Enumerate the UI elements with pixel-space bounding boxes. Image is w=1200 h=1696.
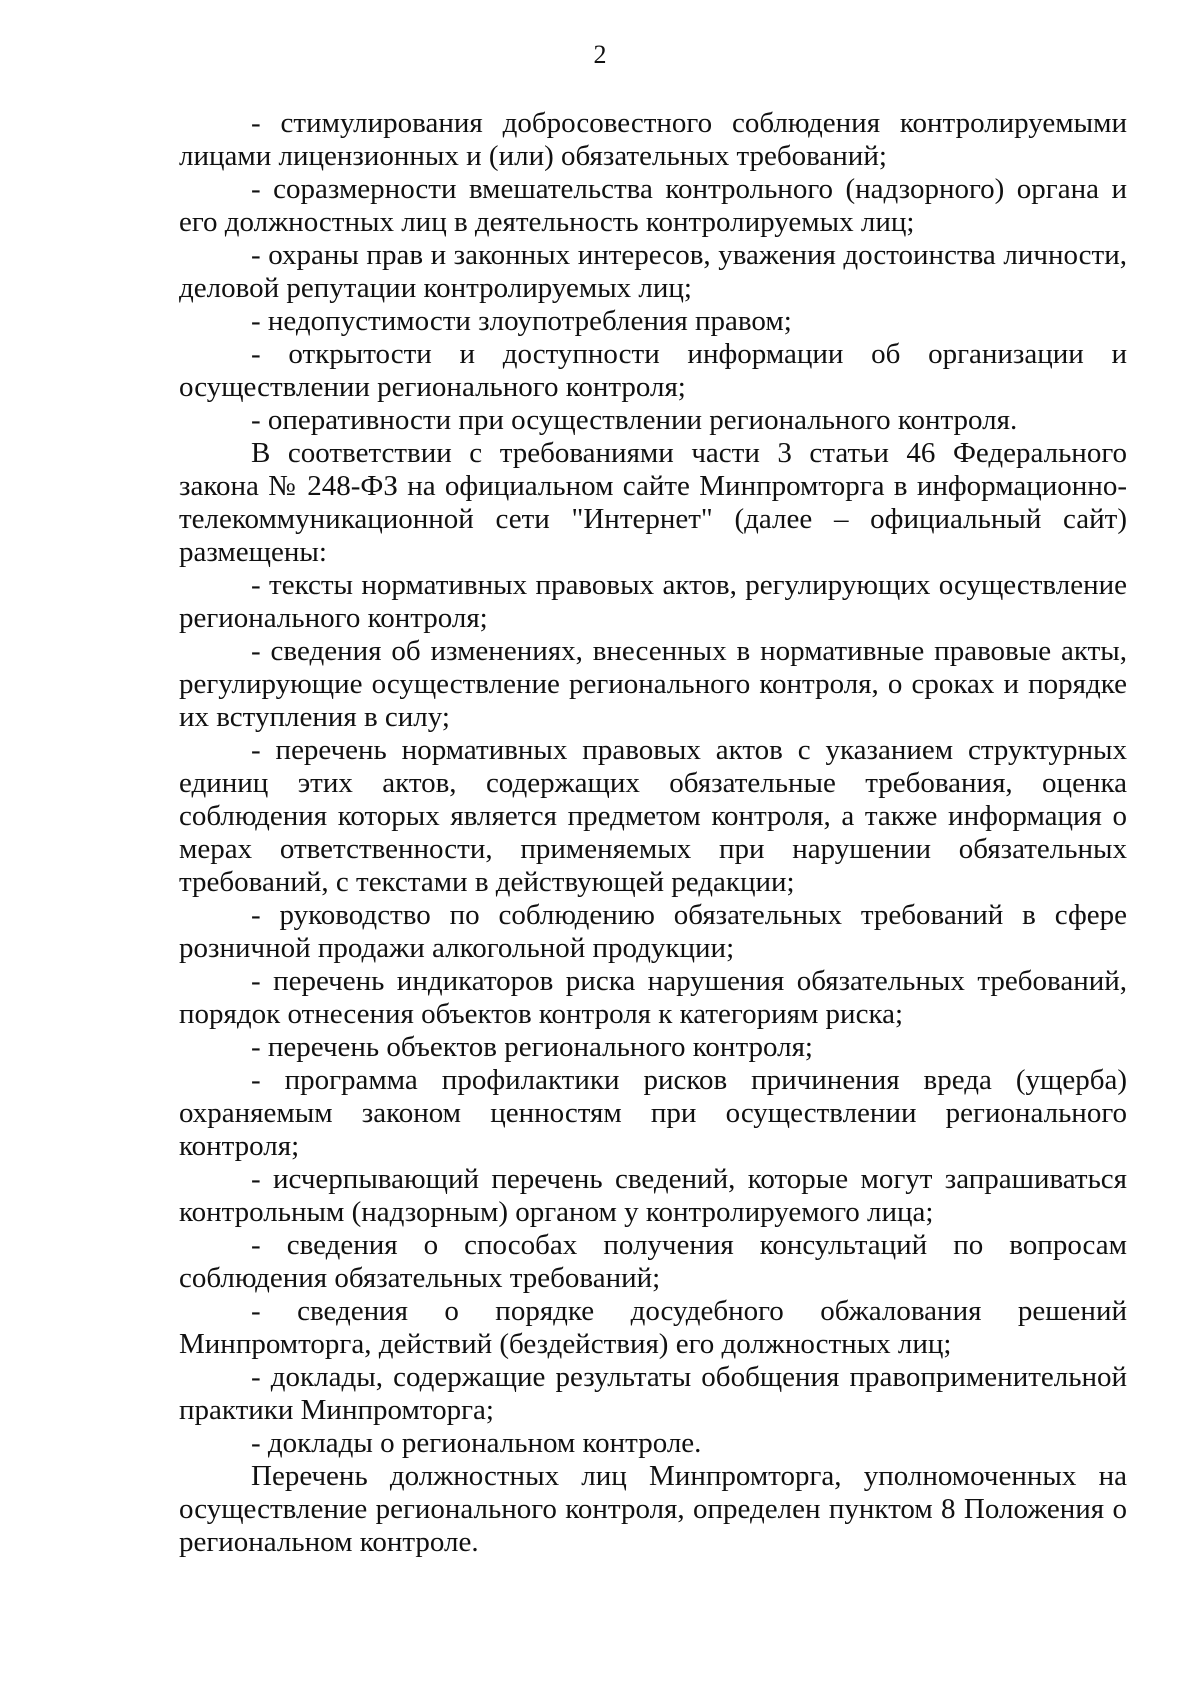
paragraph: - сведения об изменениях, внесенных в нормативные правовые акты, регулирующие осуществление регионального контроля, о сроках и порядке их вступления в силу;	[179, 635, 1127, 733]
document-body	[179, 107, 1127, 1559]
page-number: 2	[593, 40, 607, 69]
paragraph: - соразмерности вмешательства контрольного (надзорного) органа и его должностных лиц в деятельность контролируемых лиц;	[179, 173, 1127, 238]
paragraph: - перечень индикаторов риска нарушения обязательных требований, порядок отнесения объектов контроля к категориям риска;	[179, 965, 1127, 1030]
paragraph: - программа профилактики рисков причинения вреда (ущерба) охраняемым законом ценностям при осуществлении регионального контроля;	[179, 1064, 1127, 1162]
paragraph: - перечень нормативных правовых актов с указанием структурных единиц этих актов, содержащих обязательные требования, оценка соблюдения которых является предметом контроля, а также информация о мерах ответственности, применяемых при нарушении обязательных требований, с текстами в действующей редакции;	[179, 734, 1127, 898]
paragraph: - оперативности при осуществлении регионального контроля.	[251, 404, 1018, 436]
paragraph: - исчерпывающий перечень сведений, которые могут запрашиваться контрольным (надзорным) органом у контролируемого лица;	[179, 1163, 1127, 1228]
paragraph: - доклады, содержащие результаты обобщения правоприменительной практики Минпромторга;	[179, 1361, 1127, 1426]
paragraph: В соответствии с требованиями части 3 статьи 46 Федерального закона № 248-ФЗ на официальном сайте Минпромторга в информационно-телекоммуникационной сети "Интернет" (далее – официальный сайт) размещены:	[179, 437, 1127, 568]
paragraph: - сведения о порядке досудебного обжалования решений Минпромторга, действий (бездействия) его должностных лиц;	[179, 1295, 1127, 1360]
paragraph: - руководство по соблюдению обязательных требований в сфере розничной продажи алкогольной продукции;	[179, 899, 1127, 964]
paragraph: - доклады о региональном контроле.	[251, 1427, 702, 1459]
paragraph: - недопустимости злоупотребления правом;	[251, 305, 792, 337]
paragraph: - сведения о способах получения консультаций по вопросам соблюдения обязательных требований;	[179, 1229, 1127, 1294]
paragraph: - охраны прав и законных интересов, уважения достоинства личности, деловой репутации контролируемых лиц;	[179, 239, 1127, 304]
paragraph: Перечень должностных лиц Минпромторга, уполномоченных на осуществление регионального контроля, определен пунктом 8 Положения о региональном контроле.	[179, 1460, 1127, 1558]
paragraph: - перечень объектов регионального контроля;	[251, 1031, 813, 1063]
paragraph: - тексты нормативных правовых актов, регулирующих осуществление регионального контроля;	[179, 569, 1127, 634]
paragraph: - открытости и доступности информации об организации и осуществлении регионального контроля;	[179, 338, 1127, 403]
paragraph: - стимулирования добросовестного соблюдения контролируемыми лицами лицензионных и (или) обязательных требований;	[179, 107, 1127, 172]
